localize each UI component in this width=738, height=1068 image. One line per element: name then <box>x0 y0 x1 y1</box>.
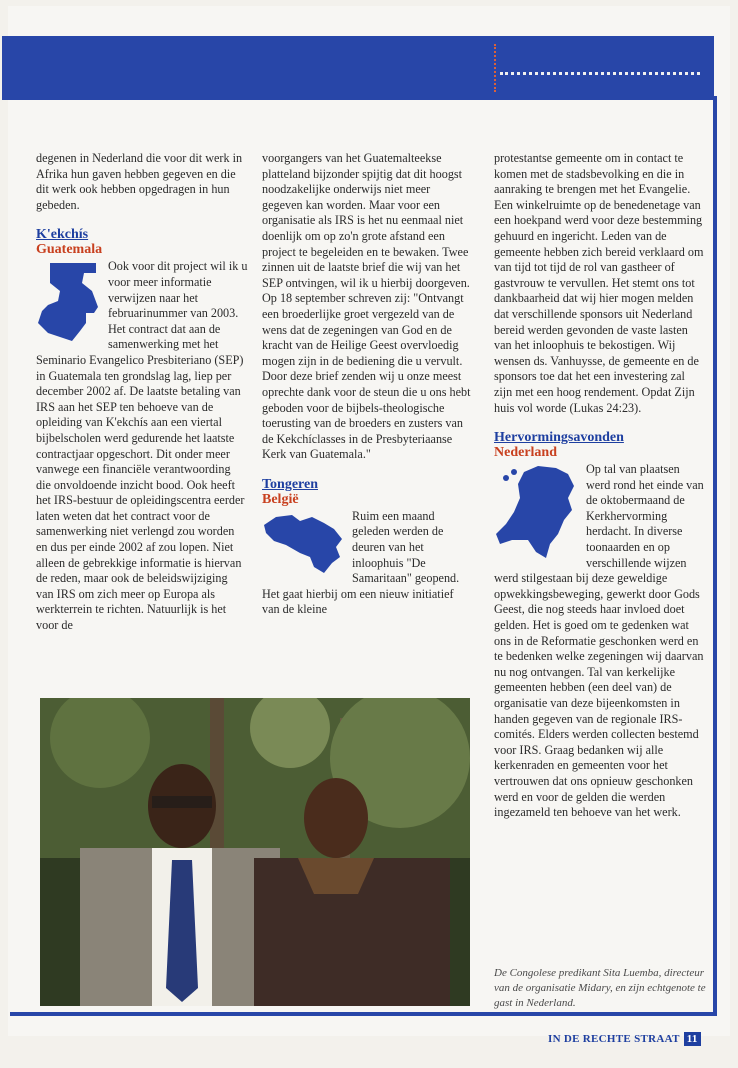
guatemala-map-icon <box>36 261 102 348</box>
section-heading-hervormingsavonden: Hervormingsavonden <box>494 430 624 446</box>
section-subheading-belgie: België <box>262 491 299 507</box>
page-border-right <box>713 96 717 1016</box>
footer <box>548 1032 701 1048</box>
tongeren-continued: protestantse gemeente om in contact te komen met de stadsbevolking en die in aanraking te brengen met het Evangelie. Een winkelruimte op de benedenetage van een hoekpand werd voor deze bestemming gehuurd en ingericht. Leden van de gemeente hebben zich bereid verklaard om van tijd tot tijd de rol van gastheer of gastvrouw te vervullen. Het stemt ons tot dankbaarheid dat wij hier mogen melden dat verschillende sponsors uit Nederland bereid werden gevonden de vaste lasten van het inloophuis te bekostigen. Wij wensen ds. Vanhuysse, de gemeente en de sponsors toe dat het een investering zal zijn met een hoog rendement. Opdat Zijn huis vol worde (Lukas 24:23). <box>494 151 704 415</box>
belgium-map-icon <box>262 511 346 578</box>
netherlands-map-icon <box>494 464 580 565</box>
header-banner <box>2 36 714 100</box>
page-border-bottom <box>10 1012 716 1016</box>
guatemala-continued: voorgangers van het Guatemalteekse platteland bijzonder spijtig dat dit hoogst noodzakelijke onderwijs niet meer gegeven kan worden. Maar voor een organisatie als IRS is het nu eenmaal niet doenlijk om op zo'n grote afstand een project te begeleiden en te bewaken. Twee zinnen uit de laatste brief die wij van het SEP ontvingen, wil ik u hierbij doorgeven. Op 18 september schreven zij: "Ontvangt een broederlijke groet vergezeld van de wens dat de zegeningen van God en de kracht van de Heilige Geest overvloedig mogen zijn in de bediening die u vervult. Door deze brief zenden wij u onze meest oprechte dank voor de steun die u ons hebt geboden voor de bijbels-theologische toerusting van de broeders en zusters van de Kekchíclasses in de Presbyteriaanse Kerk van Guatemala." <box>262 151 471 462</box>
hervorming-body: Op tal van plaatsen werd rond het einde van de oktobermaand de Kerkhervorming herdacht. In diverse toonaarden en op verschillende wijzen werd stilgestaan bij deze geweldige opwekkingsbeweging, gewerkt door Gods Geest, die nog steeds haar invloed doet gelden. Het is goed om te gedenken wat ons in de Reformatie geschonken werd en te bedenken welke zegeningen wij daarvan nu nog ontvangen. Tal van kerkelijke gemeenten hebben (een deel van) de organisatie van deze bijeenkomsten in handen gegeven van de regionale IRS-comités. Elders werden collecten bestemd voor IRS. Graag bedanken wij alle kerkenraden en gemeenten voor het vertrouwen dat ons opnieuw geschonken werd en voor de gelden die werden ingezameld ten behoeve van het werk. <box>494 462 704 820</box>
page-number: 11 <box>684 1032 701 1046</box>
section-subheading-nederland: Nederland <box>494 445 557 461</box>
section-heading-kekchis: K'ekchís <box>36 227 89 243</box>
banner-dots <box>500 72 700 79</box>
banner-divider <box>494 44 496 92</box>
intro-paragraph: degenen in Nederland die voor dit werk in Afrika hun gaven hebben gegeven en die dit werk ook hebben opgedragen in hun gebeden. <box>36 151 243 212</box>
photo-caption: De Congolese predikant Sita Luemba, directeur van de organisatie Midary, en zijn echtgenote te gast in Nederland. <box>494 967 706 1009</box>
magazine-title: IN DE RECHTE STRAAT <box>548 1033 680 1045</box>
column-3 <box>494 151 704 821</box>
guatemala-body: Ook voor dit project wil ik u voor meer informatie verwijzen naar het februarinummer van 2003. Het contract dat aan de samenwerking met het Seminario Evangelico Presbiteriano (SEP) in Guatemala ten grondslag lag, liep per december 2002 af. De laatste betaling van IRS aan het SEP ten behoeve van de opleiding van K'ekchís aan een viertal bijbelscholen werd gedurende het laatste contractjaar opgeschort. Dit onder meer vanwege een financiële verantwoording die onvoldoende inzicht bood. Ook heeft het IRS-bestuur de opleidingscentra eerder laten weten dat het contract voor de samenwerking niet verlengd zou worden en dus per einde 2002 af zou lopen. Niet alleen de gebrekkige informatie is hiervan de reden, maar ook de beleidswijziging van IRS om zich meer op Europa als werkterrein te richten. Natuurlijk is het voor de <box>36 259 248 633</box>
section-heading-tongeren: Tongeren <box>262 476 319 492</box>
couple-photo <box>40 698 470 1006</box>
column-2 <box>262 151 472 618</box>
tongeren-body: Ruim een maand geleden werden de deuren van het inloophuis "De Samaritaan" geopend. Het gaat hierbij om een nieuw initiatief van de kleine <box>262 508 460 617</box>
section-subheading-guatemala: Guatemala <box>36 242 103 258</box>
column-1 <box>36 151 248 634</box>
